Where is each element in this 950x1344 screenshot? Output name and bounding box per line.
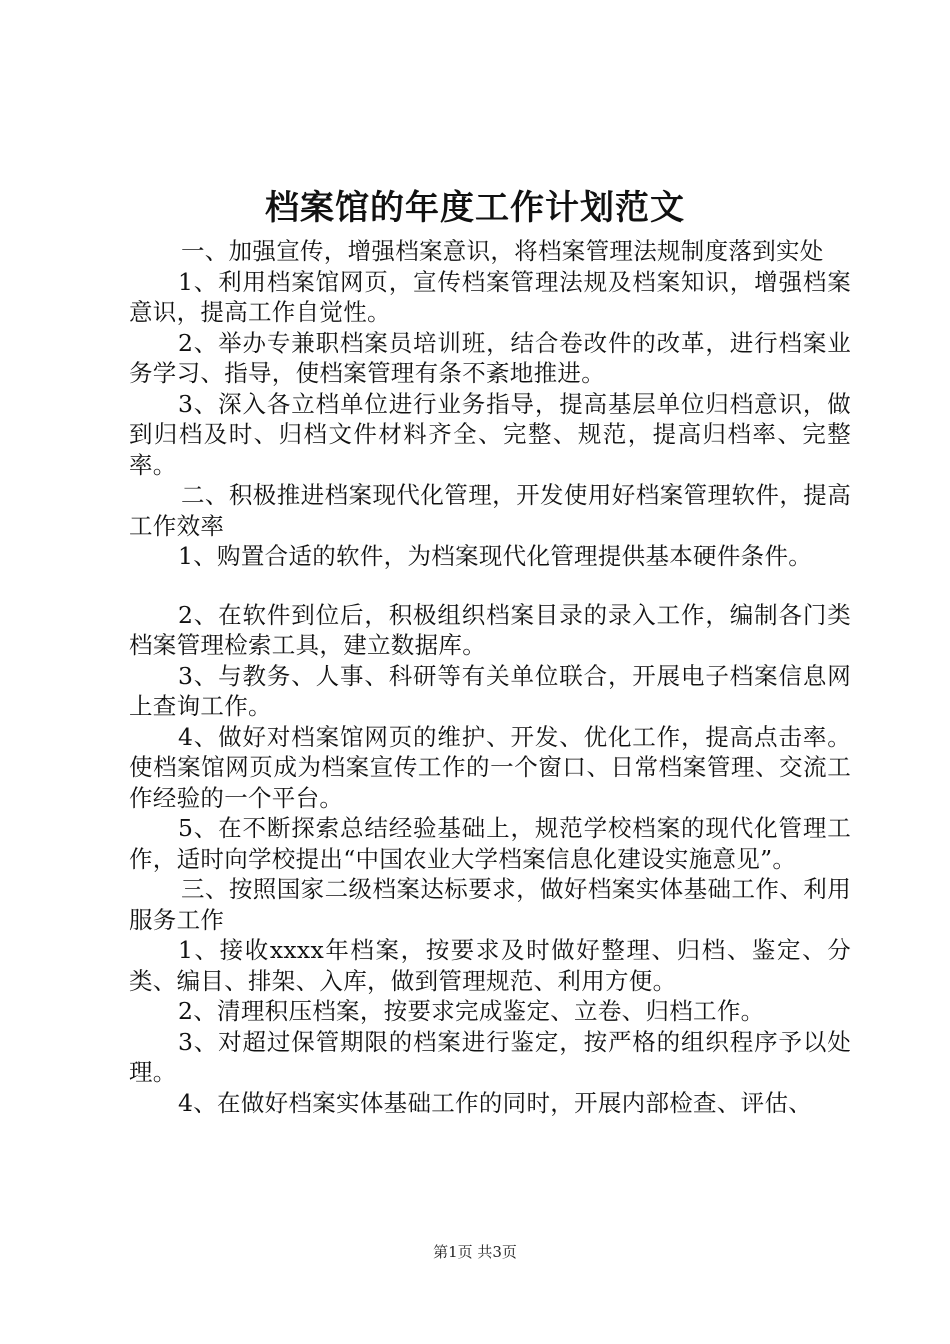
paragraph-item: 5、在不断探索总结经验基础上，规范学校档案的现代化管理工作，适时向学校提出“中国农业大学档案信息化建设实施意见”。 <box>129 814 851 873</box>
section-heading-1: 一、加强宣传，增强档案意识，将档案管理法规制度落到实处 <box>181 237 824 265</box>
paragraph-item: 4、在做好档案实体基础工作的同时，开展内部检查、评估、 <box>178 1088 813 1117</box>
section-heading-2: 二、积极推进档案现代化管理，开发使用好档案管理软件，提高工作效率 <box>129 481 851 540</box>
paragraph-item: 2、在软件到位后，积极组织档案目录的录入工作，编制各门类档案管理检索工具，建立数据库。 <box>129 600 851 659</box>
paragraph-item: 3、对超过保管期限的档案进行鉴定，按严格的组织程序予以处理。 <box>129 1027 851 1086</box>
paragraph-item: 1、接收xxxx年档案，按要求及时做好整理、归档、鉴定、分类、编目、排架、入库，做到管理规范、利用方便。 <box>129 936 851 995</box>
paragraph-item: 1、购置合适的软件，为档案现代化管理提供基本硬件条件。 <box>178 542 813 570</box>
paragraph-item: 1、利用档案馆网页，宣传档案管理法规及档案知识，增强档案意识，提高工作自觉性。 <box>129 267 851 326</box>
paragraph-item: 3、与教务、人事、科研等有关单位联合，开展电子档案信息网上查询工作。 <box>129 661 851 720</box>
paragraph-item: 2、清理积压档案，按要求完成鉴定、立卷、归档工作。 <box>178 997 765 1025</box>
paragraph-item: 3、深入各立档单位进行业务指导，提高基层单位归档意识，做到归档及时、归档文件材料齐全、完整、规范，提高归档率、完整率。 <box>129 389 851 479</box>
page-footer: 第1页 共3页 <box>433 1243 517 1261</box>
paragraph-item: 4、做好对档案馆网页的维护、开发、优化工作，提高点击率。使档案馆网页成为档案宣传工作的一个窗口、日常档案管理、交流工作经验的一个平台。 <box>129 722 851 812</box>
paragraph-item: 2、举办专兼职档案员培训班，结合卷改件的改革，进行档案业务学习、指导，使档案管理有条不紊地推进。 <box>129 328 851 387</box>
page-title: 档案馆的年度工作计划范文 <box>265 188 685 228</box>
section-heading-3: 三、按照国家二级档案达标要求，做好档案实体基础工作、利用服务工作 <box>129 875 851 934</box>
document-body <box>129 236 851 1118</box>
